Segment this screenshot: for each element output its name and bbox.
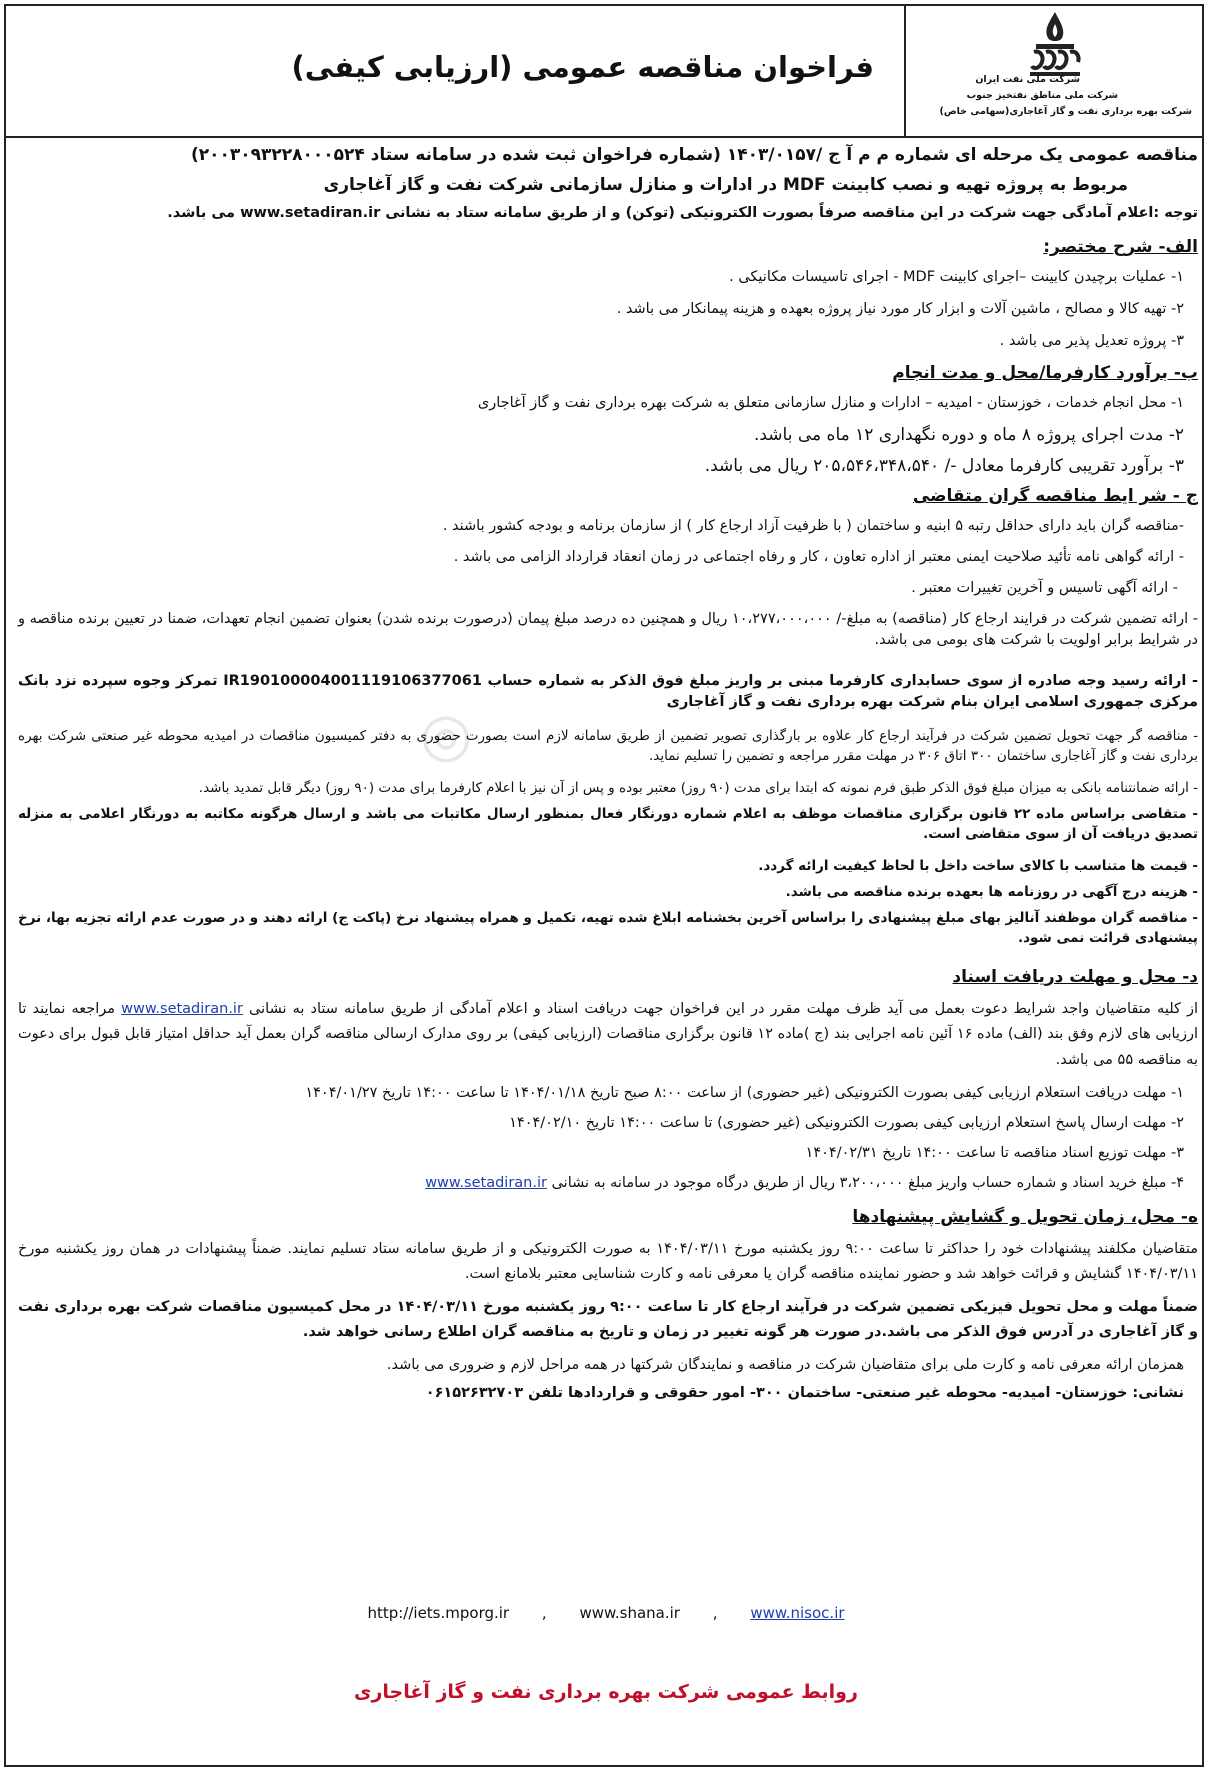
section-c-item-2: - ارائه گواهی نامه تأئید صلاحیت ایمنی معتبر از اداره تعاون ، کار و رفاه اجتماعی در زمان انعقاد قرارداد الزامی می باشد . <box>453 549 1184 565</box>
notice-text-end: می باشد. <box>167 205 235 221</box>
section-c-item-3: - ارائه آگهی تاسیس و آخرین تغییرات معتبر . <box>911 580 1178 596</box>
page-title: فراخوان مناقصه عمومی (ارزیابی کیفی) <box>291 50 874 84</box>
section-e-para-3: همزمان ارائه معرفی نامه و کارت ملی برای متقاضیان شرکت در مناقصه و نمایندگان شرکتها در همه مراحل لازم و ضروری می باشد. <box>386 1357 1184 1373</box>
section-a-item-3: ۳- پروژه تعدیل پذیر می باشد . <box>999 333 1184 349</box>
section-d-item-1: ۱- مهلت دریافت استعلام ارزیابی کیفی بصورت الکترونیکی (غیر حضوری) از ساعت ۸:۰۰ صبح تاریخ ۱۴۰۴/۰۱/۱۸ تا ساعت ۱۴:۰۰ تاریخ ۱۴۰۴/۰۱/۲۷ <box>305 1085 1184 1101</box>
section-c-item-6: - مناقصه گر جهت تحویل تضمین شرکت در فرآیند ارجاع کار علاوه بر بارگذاری تصویر تضمین از طریق سامانه لازم است بصورت حضوری به دفتر کمیسیون مناقصات در امیدیه محوطه غیر صنعتی شرکت بهره برداری نفت و گاز آغاجاری ساختمان ۳۰۰ اتاق ۳۰۶ در مهلت مقرر مراجعه و تضمین را تسلیم نماید. <box>18 728 1198 764</box>
project-line: مربوط به پروژه تهیه و نصب کابینت MDF در ادارات و منازل سازمانی شرکت نفت و گاز آغاجاری <box>323 175 1128 195</box>
footer-signature: روابط عمومی شرکت بهره برداری نفت و گاز آغاجاری <box>354 1681 858 1703</box>
nioc-flame-logo-icon <box>1024 10 1086 78</box>
section-d-paragraph <box>18 997 1198 1073</box>
notice-link[interactable]: www.setadiran.ir <box>240 205 381 221</box>
section-c-item-7: - ارائه ضمانتنامه بانکی به میزان مبلغ فوق الذکر طبق فرم نمونه که ابتدا برای مدت (۹۰ روز) معتبر بوده و پس از آن نیز با اعلام کارفرما برای مدت (۹۰ روز) دیگر قابل تمدید باشد. <box>198 780 1198 796</box>
shana-link[interactable]: www.shana.ir <box>579 1604 680 1622</box>
logo-text-nisoc: شرکت ملی مناطق نفتخیز جنوب <box>966 90 1118 101</box>
section-c-item-11: - مناقصه گران موظفند آنالیز بهای مبلغ پیشنهادی را براساس آخرین بخشنامه ابلاغ شده تهیه، تکمیل و همراه پیشنهاد نرخ (پاکت ج) ارائه دهند و در صورت عدم ارائه تجزیه بها، نرخ پیشنهادی قرائت نمی شود. <box>18 910 1198 946</box>
section-c-item-1: -مناقصه گران باید دارای حداقل رتبه ۵ ابنیه و ساختمان ( با ظرفیت آزاد ارجاع کار ) از سازمان برنامه و بودجه کشور باشند . <box>442 518 1184 534</box>
section-b-item-1: ۱- محل انجام خدمات ، خوزستان - امیدیه – ادارات و منازل سازمانی متعلق به شرکت بهره برداری نفت و گاز آغاجاری <box>477 395 1184 411</box>
section-b-item-3: ۳- برآورد تقریبی کارفرما معادل -/ ۲۰۵،۵۴۶،۳۴۸،۵۴۰ ریال می باشد. <box>704 456 1184 476</box>
notice-line <box>167 203 1198 224</box>
section-c-item-8: - متقاضی براساس ماده ۲۲ قانون برگزاری مناقصات موظف به اعلام شماره دورنگار فعال بمنظور ارسال مکاتبات می باشد و ارسال هرگونه مکاتبه به دورنگار اعلامی به منزله تصدیق دریافت آن از سوی متقاضی است. <box>18 806 1198 842</box>
tender-number-line: مناقصه عمومی یک مرحله ای شماره م م آ ج /۱۴۰۳/۰۱۵۷ (شماره فراخوان ثبت شده در سامانه ستاد ۲۰۰۳۰۹۳۲۲۸۰۰۰۵۲۴) <box>190 145 1198 165</box>
section-e-para-2: ضمناً مهلت و محل تحویل فیزیکی تضمین شرکت در فرآیند ارجاع کار تا ساعت ۹:۰۰ روز یکشنبه مورخ ۱۴۰۴/۰۳/۱۱ در محل کمیسیون مناقصات شرکت بهره برداری نفت و گاز آغاجاری در آدرس فوق الذکر می باشد.در صورت هر گونه تغییر در زمان و تاریخ به مناقصه گران اطلاع رسانی خواهد شد. <box>18 1299 1199 1340</box>
section-e-para-1: متقاضیان مکلفند پیشنهادات خود را حداکثر تا ساعت ۹:۰۰ روز یکشنبه مورخ ۱۴۰۴/۰۳/۱۱ به صورت الکترونیکی و از طریق سامانه ستاد تسلیم نمایند. ضمناً پیشنهادات در همان روز یکشنبه مورخ ۱۴۰۴/۰۳/۱۱ گشایش و قرائت خواهد شد و حضور نماینده مناقصه گران یا معرفی نامه و کارت شناسایی معتبر بلامانع است. <box>18 1241 1198 1282</box>
notice-text: توجه :اعلام آمادگی جهت شرکت در این مناقصه صرفاً بصورت الکترونیکی (توکن) و از طریق سامانه ستاد به نشانی <box>385 205 1198 221</box>
section-d-text-end: مراجعه نمایند تا ارزیابی های لازم وفق بند (الف) ماده ۱۶ آئین نامه اجرایی بند (ج )ماده ۱۲ قانون برگزاری مناقصات (ارزیابی کیفی) بر روی مدارک ارسالی مناقصه گران بعمل آید حداقل امتیاز قابل قبول برای دعوت به مناقصه ۵۵ می باشد. <box>18 1001 1198 1068</box>
section-c-item-10: - هزینه درج آگهی در روزنامه ها بعهده برنده مناقصه می باشد. <box>785 884 1198 900</box>
section-d-text: از کلیه متقاضیان واجد شرایط دعوت بعمل می آید ظرف مهلت مقرر در این فراخوان جهت دریافت اسناد و اعلام آمادگی از طریق سامانه ستاد به نشانی <box>249 1001 1199 1017</box>
section-e-heading: ه- محل، زمان تحویل و گشایش پیشنهادها <box>852 1207 1198 1227</box>
section-c-heading: ج - شر ایط مناقصه گران متقاضی <box>912 486 1198 506</box>
watermark: ◎ <box>420 700 473 770</box>
logo-text-nioc: شرکت ملی نفت ایران <box>975 74 1080 85</box>
logo-text-company: شرکت بهره برداری نفت و گاز آغاجاری(سهامی خاص) <box>939 106 1192 117</box>
section-c-item-9: - قیمت ها متناسب با کالای ساخت داخل با لحاظ کیفیت ارائه گردد. <box>758 858 1198 874</box>
header <box>4 4 1204 138</box>
setadiran-link-2[interactable]: www.setadiran.ir <box>425 1175 547 1191</box>
nisoc-link[interactable]: www.nisoc.ir <box>750 1604 845 1622</box>
address-line: نشانی: خوزستان- امیدیه- محوطه غیر صنعتی- ساختمان ۳۰۰- امور حقوقی و قراردادها تلفن ۰۶۱۵۲۶۳۲۷۰۳ <box>425 1385 1184 1401</box>
section-b-item-2: ۲- مدت اجرای پروژه ۸ ماه و دوره نگهداری ۱۲ ماه می باشد. <box>753 425 1184 445</box>
mporg-link[interactable]: http://iets.mporg.ir <box>367 1604 510 1622</box>
link-separator: , <box>541 1604 547 1622</box>
section-d-item-2: ۲- مهلت ارسال پاسخ استعلام ارزیابی کیفی بصورت الکترونیکی (غیر حضوری) تا ساعت ۱۴:۰۰ تاریخ ۱۴۰۴/۰۲/۱۰ <box>509 1115 1184 1131</box>
section-c-item-4: - ارائه تضمین شرکت در فرایند ارجاع کار (مناقصه) به مبلغ-/ ۱۰،۲۷۷،۰۰۰،۰۰۰ ریال و همچنین ده درصد مبلغ پیمان (درصورت برنده شدن) بعنوان تضمین انجام تعهدات، ضمنا در تعیین برنده مناقصه و در شرایط برابر اولویت با شرکت های بومی می باشد. <box>18 611 1198 649</box>
link-separator-2: , <box>712 1604 718 1622</box>
section-a-item-1: ۱- عملیات برچیدن کابینت –اجرای کابینت MDF - اجرای تاسیسات مکانیکی . <box>729 269 1184 285</box>
footer-links <box>0 1604 1212 1622</box>
section-a-heading: الف- شرح مختصر: <box>1043 237 1198 257</box>
section-c-item-5: - ارائه رسید وجه صادره از سوی حسابداری کارفرما مبنی بر واریز مبلغ فوق الذکر به شماره حساب IR190100004001119106377061 تمرکز وجوه سپرده نزد بانک مرکزی جمهوری اسلامی ایران بنام شرکت بهره برداری نفت و گاز آغاجاری <box>18 673 1199 711</box>
section-a-item-2: ۲- تهیه کالا و مصالح ، ماشین آلات و ابزار کار مورد نیاز پروژه بعهده و هزینه پیمانکار می باشد . <box>616 301 1184 317</box>
section-d-item-4-text: ۴- مبلغ خرید اسناد و شماره حساب واریز مبلغ ۳،۲۰۰،۰۰۰ ریال از طریق درگاه موجود در سامانه به نشانی <box>551 1175 1184 1191</box>
section-d-heading: د- محل و مهلت دریافت اسناد <box>952 967 1198 987</box>
section-b-heading: ب- برآورد کارفرما/محل و مدت انجام <box>892 363 1198 383</box>
section-d-item-4 <box>425 1173 1184 1194</box>
section-d-item-3: ۳- مهلت توزیع اسناد مناقصه تا ساعت ۱۴:۰۰ تاریخ ۱۴۰۴/۰۲/۳۱ <box>805 1145 1184 1161</box>
setadiran-link[interactable]: www.setadiran.ir <box>121 1001 243 1017</box>
logo-box <box>904 4 1204 136</box>
